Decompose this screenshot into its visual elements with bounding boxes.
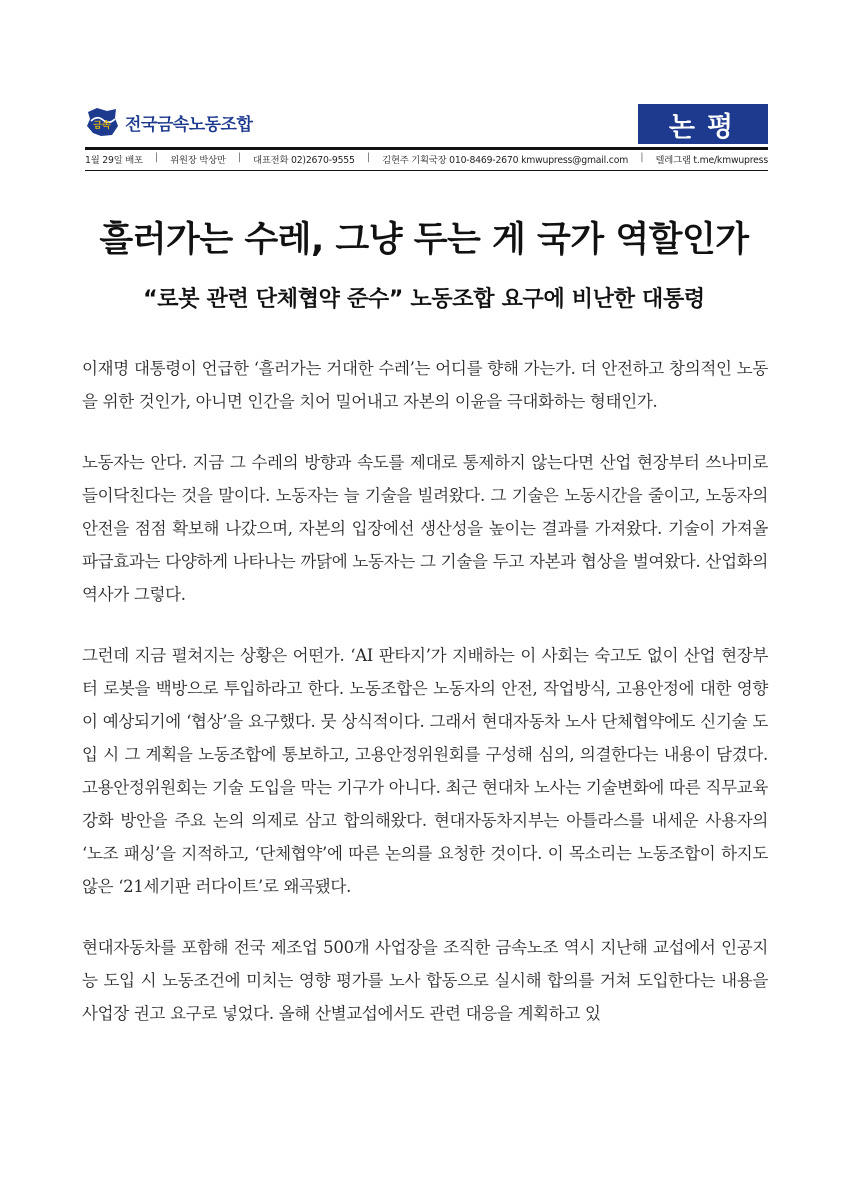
meta-separator: | xyxy=(155,152,158,163)
org-name: 전국금속노동조합 xyxy=(125,114,253,135)
paragraph: 노동자는 안다. 지금 그 수레의 방향과 속도를 제대로 통제하지 않는다면 산업 현장부터 쓰나미로 들이닥친다는 것을 말이다. 노동자는 늘 기술을 빌려왔다. 그 기술은 노동시간을 줄이고, 노동자의 안전을 점점 확보해 나갔으며, 자본의 입장에선 생산성을 높이는 결과를 가져왔다. 기술이 가져올 파급효과는 다양하게 나타나는 까닭에 노동자는 그 기술을 두고 자본과 협상을 벌여왔다. 산업화의 역사가 그렇다. xyxy=(82,453,768,604)
paragraph: 그런데 지금 펼쳐지는 상황은 어떤가. ‘AI 판타지’가 지배하는 이 사회는 숙고도 없이 산업 현장부터 로봇을 백방으로 투입하라고 한다. 노동조합은 노동자의 안전, 작업방식, 고용안정에 대한 영향이 예상되기에 ‘협상’을 요구했다. 뭇 상식적이다. 그래서 현대자동차 노사 단체협약에도 신기술 도입 시 그 계획을 노동조합에 통보하고, 고용안정위원회를 구성해 심의, 의결한다는 내용이 담겼다. 고용안정위원회는 기술 도입을 막는 기구가 아니다. 최근 현대차 노사는 기술변화에 따른 직무교육 강화 방안을 주요 논의 의제로 삼고 합의해왔다. 현대자동차지부는 아틀라스를 내세운 사용자의 ‘노조 패싱’을 지적하고, ‘단체협약’에 따른 논의를 요청한 것이다. 이 목소리는 노동조합이 하지도 않은 ‘21세기판 러다이트’로 왜곡됐다. xyxy=(82,646,768,896)
meta-separator: | xyxy=(366,152,370,163)
meta-separator: | xyxy=(640,152,644,163)
meta-separator: | xyxy=(237,152,241,163)
paragraph: 이재명 대통령이 언급한 ‘흘러가는 거대한 수레’는 어디를 향해 가는가. 더 안전하고 창의적인 노동을 위한 것인가, 아니면 인간을 치어 밀어내고 자본의 이윤을 극대화하는 형태인가. xyxy=(82,359,768,411)
article-subtitle: “로봇 관련 단체협약 준수” 노동조합 요구에 비난한 대통령 xyxy=(143,287,705,312)
union-logo xyxy=(85,106,252,138)
document-type-badge: 논평 xyxy=(638,104,768,144)
telegram-link[interactable]: 텔레그램 t.me/kmwupress xyxy=(655,155,768,166)
press-header xyxy=(85,100,768,172)
paragraph: 현대자동차를 포함해 전국 제조업 500개 사업장을 조직한 금속노조 역시 지난해 교섭에서 인공지능 도입 시 노동조건에 미치는 영향 평가를 노사 합동으로 실시해 합의를 거쳐 도입한다는 내용을 사업장 권고 요구로 넣었다. 올해 산별교섭에서도 관련 대응을 계획하고 있 xyxy=(82,938,768,1023)
article-body xyxy=(82,352,768,1058)
logo-text: 금속 xyxy=(93,121,111,131)
press-meta xyxy=(85,152,768,168)
header-rule-top xyxy=(85,147,768,150)
union-emblem-icon xyxy=(85,106,119,138)
press-contact: 김현주 기획국장 010-8469-2670 kmwupress@gmail.com xyxy=(382,155,629,166)
release-date: 1월 29일 배포 xyxy=(85,155,143,166)
main-phone: 대표전화 02)2670-9555 xyxy=(253,155,355,166)
chair-name: 위원장 박상만 xyxy=(170,155,226,166)
header-rule-bottom xyxy=(85,170,768,171)
article-title: 흘러가는 수레, 그냥 두는 게 국가 역할인가 xyxy=(99,220,749,260)
